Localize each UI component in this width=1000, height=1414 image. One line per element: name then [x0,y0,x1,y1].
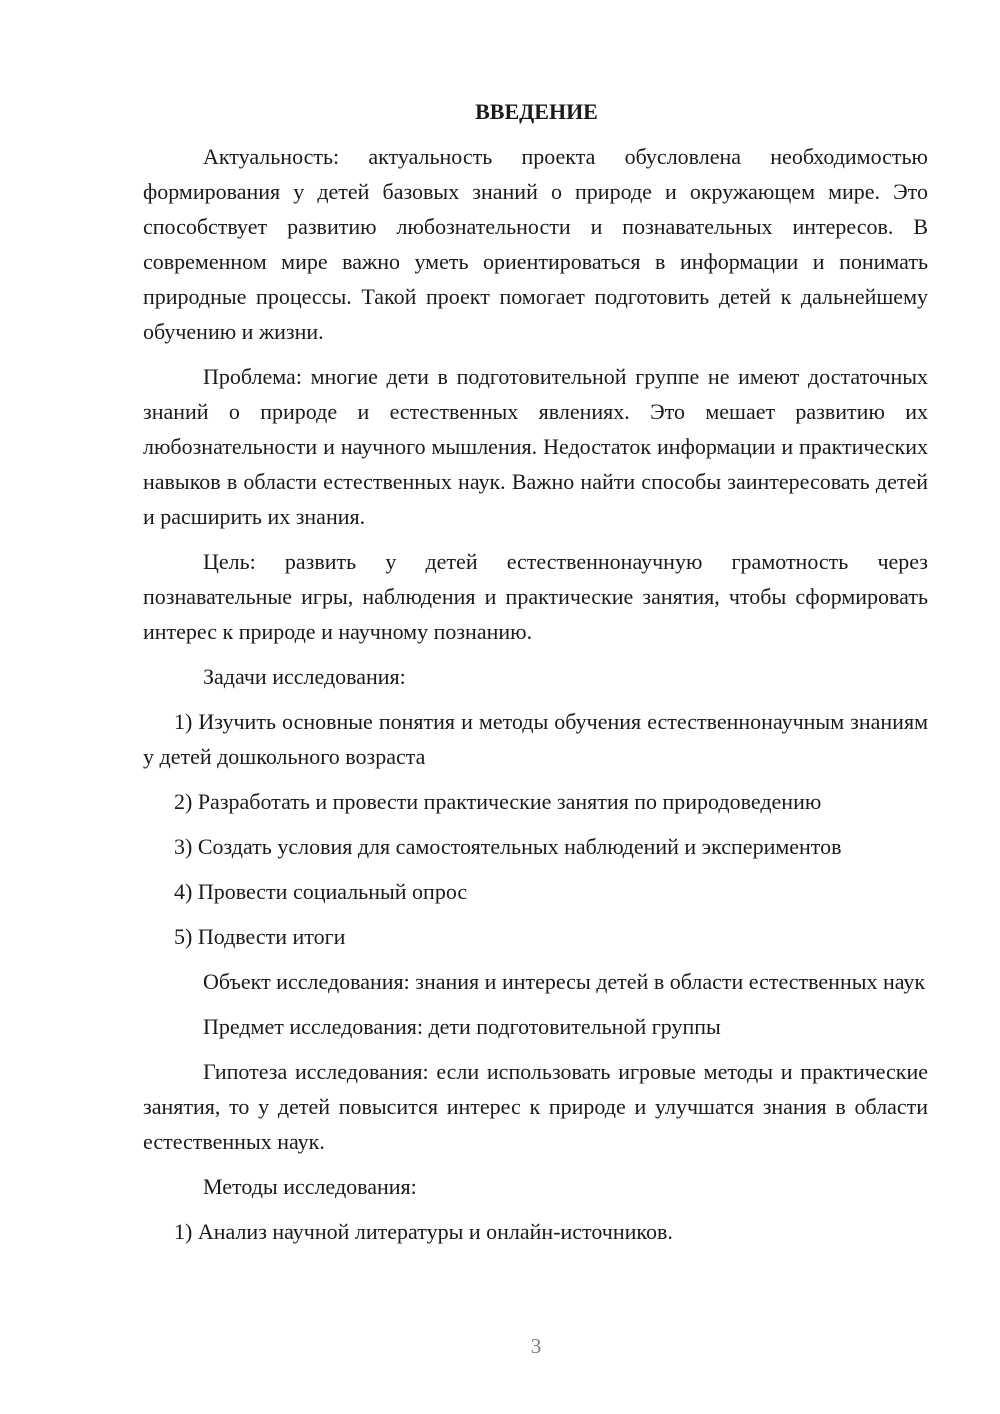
document-page [143,94,928,1259]
page-title: ВВЕДЕНИЕ [475,99,598,124]
method-item-1: 1) Анализ научной литературы и онлайн-источников. [174,1219,673,1244]
page-number: 3 [530,1334,542,1358]
task-item-2: 2) Разработать и провести практические занятия по природоведению [174,789,822,814]
goal-paragraph: Цель: развить у детей естественнонаучную грамотность через познавательные игры, наблюдения и практические занятия, чтобы сформировать интерес к природе и научному познанию. [143,549,928,644]
task-item-4: 4) Провести социальный опрос [174,879,468,904]
methods-heading: Методы исследования: [203,1174,417,1199]
task-item-1: 1) Изучить основные понятия и методы обучения естественнонаучным знаниям у детей дошкольного возраста [143,709,928,769]
task-item-5: 5) Подвести итоги [174,924,346,949]
problem-paragraph: Проблема: многие дети в подготовительной группе не имеют достаточных знаний о природе и естественных явлениях. Это мешает развитию их любознательности и научного мышления. Недостаток информации и практических навыков в области естественных наук. Важно найти способы заинтересовать детей и расширить их знания. [143,364,928,529]
object-paragraph: Объект исследования: знания и интересы детей в области естественных наук [203,969,926,994]
tasks-heading: Задачи исследования: [203,664,406,689]
subject-paragraph: Предмет исследования: дети подготовительной группы [203,1014,721,1039]
hypothesis-paragraph: Гипотеза исследования: если использовать игровые методы и практические занятия, то у детей повысится интерес к природе и улучшатся знания в области естественных наук. [143,1059,928,1154]
task-item-3: 3) Создать условия для самостоятельных наблюдений и экспериментов [174,834,842,859]
relevance-paragraph: Актуальность: актуальность проекта обусловлена необходимостью формирования у детей базовых знаний о природе и окружающем мире. Это способствует развитию любознательности и познавательных интересов. В современном мире важно уметь ориентироваться в информации и понимать природные процессы. Такой проект помогает подготовить детей к дальнейшему обучению и жизни. [143,144,928,344]
